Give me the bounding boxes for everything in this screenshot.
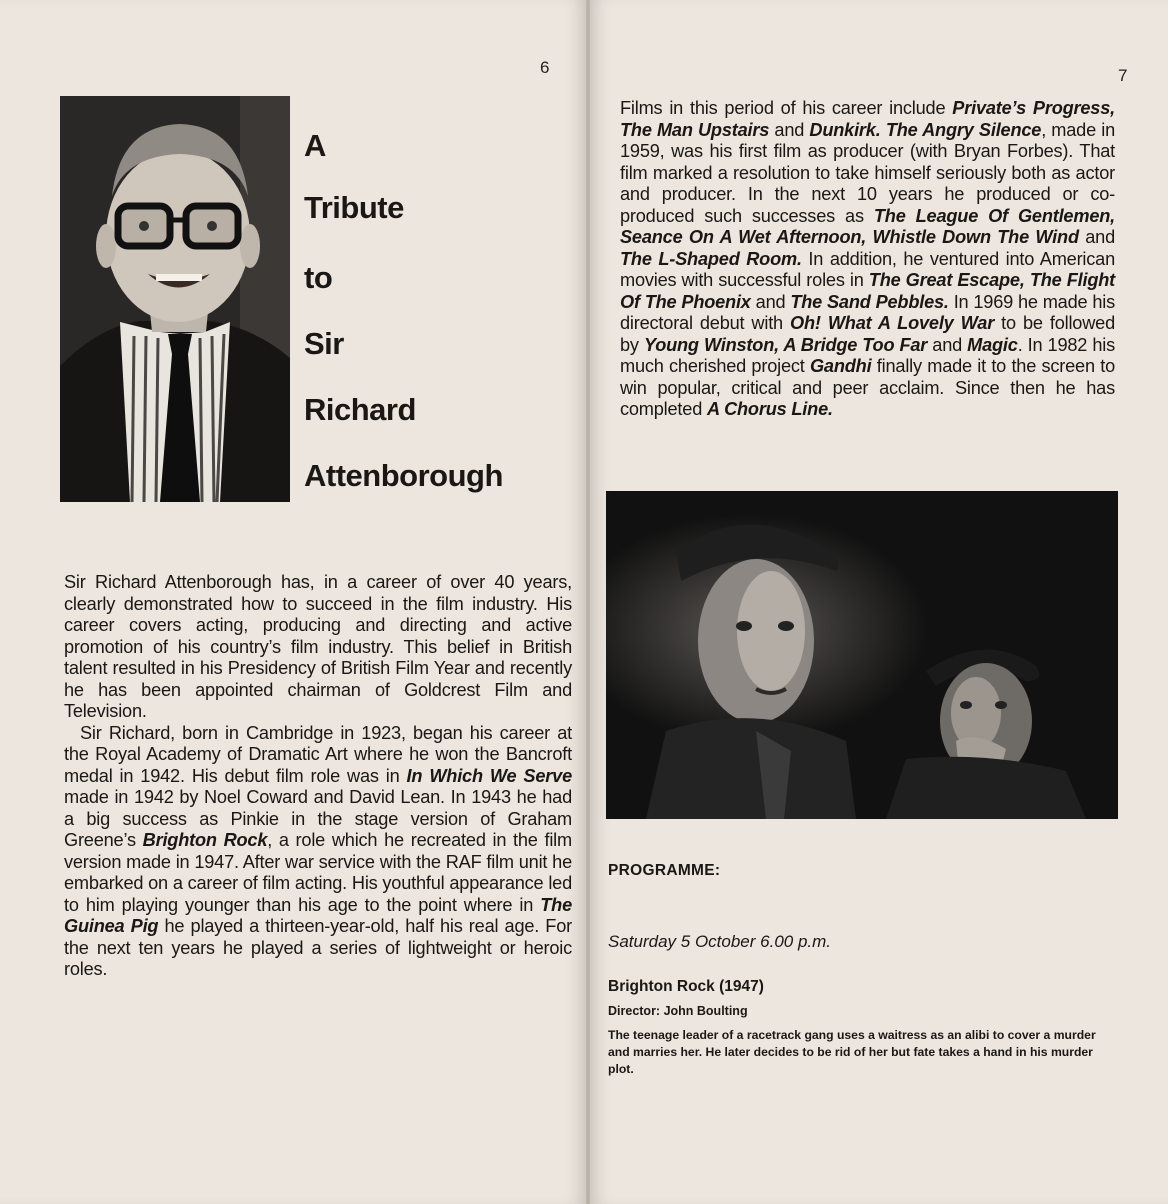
screening-description: The teenage leader of a racetrack gang uses a waitress as an alibi to cover a murder and marries her. He later decides to be rid of her but fate takes a hand in his murder plot. (608, 1028, 1096, 1076)
title-line: to (304, 260, 333, 295)
title-line: A (304, 128, 326, 163)
film-title: Magic (967, 334, 1018, 355)
title-line: Sir (304, 326, 344, 361)
film-title: The Sand Pebbles. (790, 291, 949, 312)
screening-date: Saturday 5 October 6.00 p.m. (608, 932, 832, 951)
film-title: Brighton Rock (142, 830, 268, 850)
film-title: Private’s Progress, The Man Upstairs (620, 98, 1115, 140)
screening-director: Director: John Boulting (608, 1004, 748, 1018)
film-title: The Great Escape, The Flight Of The Phoenix (620, 270, 1115, 312)
page-number: 7 (1118, 66, 1128, 85)
film-title: In Which We Serve (406, 765, 572, 786)
portrait-photo (60, 96, 290, 502)
title-line: Tribute (304, 190, 404, 225)
paragraph: Films in this period of his career include Private’s Progress, The Man Upstairs and Dunkirk. The Angry Silence, made in 1959, was his first film as producer (with Bryan Forbes). That film marked a resolution to take himself seriously both as actor and producer. In the next 10 years he produced or co-produced such successes as The League Of Gentlemen, Seance On A Wet Afternoon, Whistle Down The Wind and The L-Shaped Room. In addition, he ventured into American movies with successful roles in The Great Escape, The Flight Of The Phoenix and The Sand Pebbles. In 1969 he made his directoral debut with Oh! What A Lovely War to be followed by Young Winston, A Bridge Too Far and Magic. In 1982 his much cherished project Gandhi finally made it to the screen to win popular, critical and peer acclaim. Since then he has completed A Chorus Line. (620, 98, 1116, 419)
film-title: Gandhi (809, 356, 872, 376)
film-title: Dunkirk. The Angry Silence (809, 119, 1042, 140)
film-still-photo (606, 491, 1118, 819)
title-line: Richard (304, 392, 416, 427)
film-title: A Chorus Line. (706, 399, 833, 419)
title-line: Attenborough (304, 458, 503, 493)
biography-text (64, 572, 572, 981)
programme-heading: PROGRAMME: (608, 862, 721, 879)
film-title: Oh! What A Lovely War (790, 313, 995, 333)
film-title: The League Of Gentlemen, Seance On A Wet Afternoon, Whistle Down The Wind (620, 205, 1116, 247)
career-text (620, 98, 1115, 421)
paragraph: Sir Richard Attenborough has, in a career of over 40 years, clearly demonstrated how to succeed in the film industry. His career covers acting, producing and directing and active promotion of his country’s film industry. This belief in British talent resulted in his Presidency of British Film Year and recently he has been appointed chairman of Goldcrest Film and Television. (64, 572, 572, 721)
screening-film-title: Brighton Rock (1947) (608, 978, 764, 995)
film-title: Young Winston, A Bridge Too Far (643, 334, 928, 355)
page-number: 6 (540, 58, 550, 77)
paragraph: Sir Richard, born in Cambridge in 1923, began his career at the Royal Academy of Dramatic Art where he won the Bancroft medal in 1942. His debut film role was in In Which We Serve made in 1942 by Noel Coward and David Lean. In 1943 he had a big success as Pinkie in the stage version of Graham Greene’s Brighton Rock, a role which he recreated in the film version made in 1947. After war service with the RAF film unit he embarked on a career of film acting. His youthful appearance led to him playing younger than his age to the point where in The Guinea Pig he played a thirteen-year-old, half his real age. For the next ten years he played a series of lightweight or heroic roles. (64, 722, 572, 979)
film-title: The Guinea Pig (64, 894, 572, 936)
film-title: The L-Shaped Room. (620, 248, 802, 269)
